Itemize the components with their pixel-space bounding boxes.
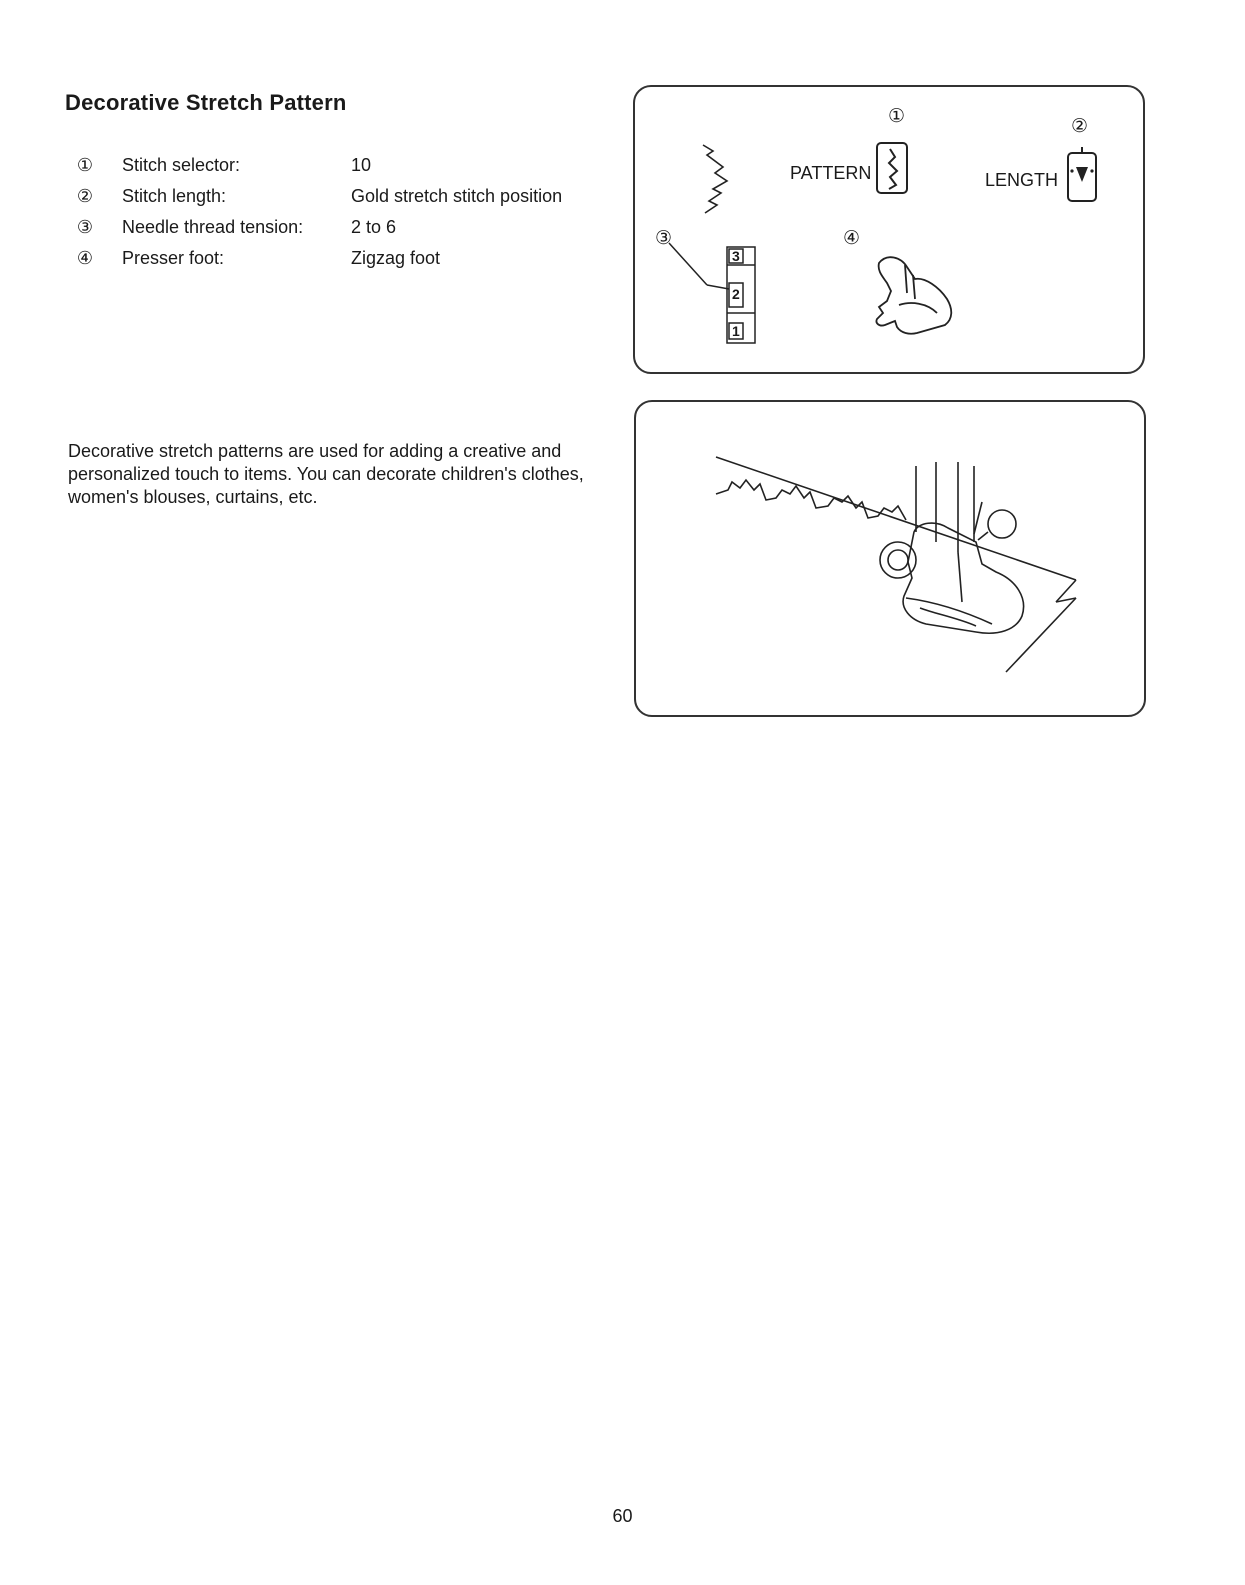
dial-number-1: 1 [732,323,740,339]
length-key-icon [1068,147,1096,201]
pattern-label: PATTERN [790,163,872,183]
marker-1: ① [888,106,906,127]
marker-4: ④ [76,248,94,268]
stretch-stitch-icon [703,145,727,213]
marker-3: ③ [76,217,94,237]
presser-foot-sewing-illustration [636,402,1144,715]
page-number: 60 [612,1506,633,1526]
setting-value: 10 [351,155,372,175]
dial-number-3: 3 [732,248,740,264]
marker-3: ③ [655,228,673,249]
marker-2: ② [76,186,94,206]
settings-illustration [635,87,1143,372]
setting-label: Presser foot: [122,248,225,268]
pattern-key-icon [877,143,907,193]
marker-1: ① [76,155,94,175]
setting-label: Stitch length: [122,186,227,206]
dial-number-2: 2 [732,286,740,302]
settings-illustration-panel [633,85,1145,374]
marker-4: ④ [843,228,861,249]
setting-value: 2 to 6 [351,217,397,237]
setting-label: Stitch selector: [122,155,241,175]
decorative-stitch-line [716,480,906,520]
page-title: Decorative Stretch Pattern [65,90,347,115]
sewing-illustration-panel [634,400,1146,717]
intro-paragraph: Decorative stretch patterns are used for adding a creative and personalized touch to items. You can decorate children's clothes, women's blouses, curtains, etc. [68,441,584,507]
setting-value: Gold stretch stitch position [351,186,563,206]
zigzag-foot-icon [876,257,951,334]
setting-value: Zigzag foot [351,248,441,268]
length-label: LENGTH [985,170,1059,190]
setting-label: Needle thread tension: [122,217,304,237]
tension-dial-icon [669,243,755,343]
marker-2: ② [1071,116,1089,137]
